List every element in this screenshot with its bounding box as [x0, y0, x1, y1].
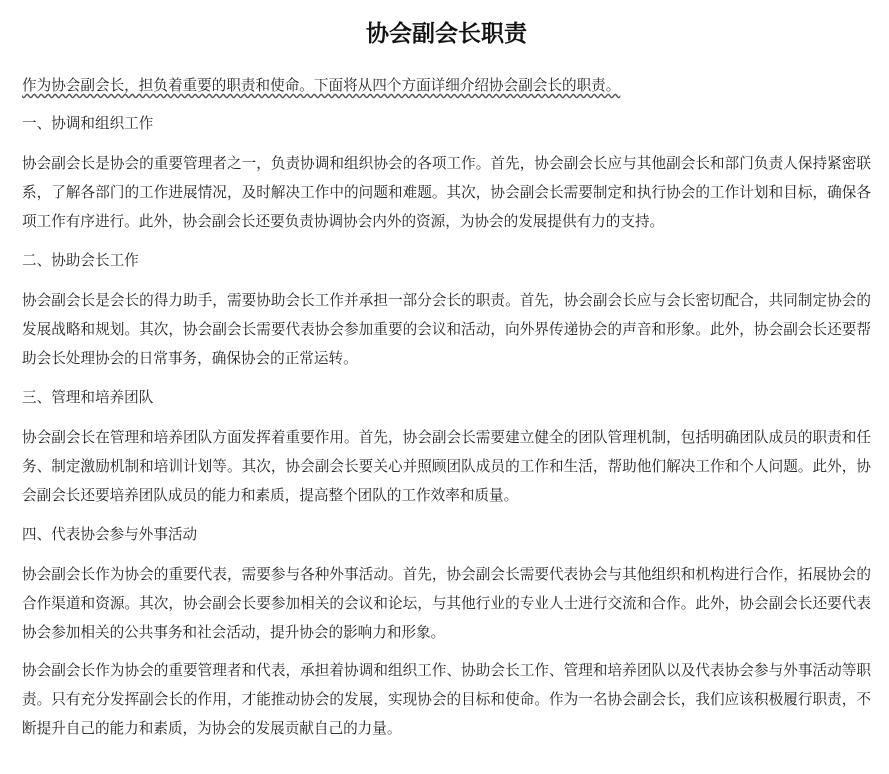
section-body-coordination: 协会副会长是协会的重要管理者之一，负责协调和组织协会的各项工作。首先，协会副会长应与其他副会长和部门负责人保持紧密联系，了解各部门的工作进展情况，及时解决工作中的问题和难题。其次，协会副会长需要制定和执行协会的工作计划和目标，确保各项工作有序进行。此外，协会副会长还要负责协调协会内外的资源，为协会的发展提供有力的支持。: [22, 155, 871, 230]
page-title: 协会副会长职责: [366, 21, 527, 47]
section-heading-coordination: 一、协调和组织工作: [22, 115, 154, 132]
intro-paragraph: 作为协会副会长，担负着重要的职责和使命。下面将从四个方面详细介绍协会副会长的职责。: [22, 77, 621, 94]
section-heading-assist-president: 二、协助会长工作: [22, 252, 139, 269]
section-heading-external-affairs: 四、代表协会参与外事活动: [22, 526, 198, 543]
section-body-external-affairs: 协会副会长作为协会的重要代表，需要参与各种外事活动。首先，协会副会长需要代表协会与其他组织和机构进行合作，拓展协会的合作渠道和资源。其次，协会副会长要参加相关的会议和论坛，与其他行业的专业人士进行交流和合作。此外，协会副会长还要代表协会参加相关的公共事务和社会活动，提升协会的影响力和形象。: [22, 566, 871, 641]
section-heading-team-management: 三、管理和培养团队: [22, 389, 154, 406]
section-body-team-management: 协会副会长在管理和培养团队方面发挥着重要作用。首先，协会副会长需要建立健全的团队管理机制，包括明确团队成员的职责和任务、制定激励机制和培训计划等。其次，协会副会长要关心并照顾团队成员的工作和生活，帮助他们解决工作和个人问题。此外，协会副会长还要培养团队成员的能力和素质，提高整个团队的工作效率和质量。: [22, 429, 871, 504]
closing-paragraph: 协会副会长作为协会的重要管理者和代表，承担着协调和组织工作、协助会长工作、管理和培养团队以及代表协会参与外事活动等职责。只有充分发挥副会长的作用，才能推动协会的发展，实现协会的目标和使命。作为一名协会副会长，我们应该积极履行职责，不断提升自己的能力和素质，为协会的发展贡献自己的力量。: [22, 662, 871, 737]
section-body-assist-president: 协会副会长是会长的得力助手，需要协助会长工作并承担一部分会长的职责。首先，协会副会长应与会长密切配合，共同制定协会的发展战略和规划。其次，协会副会长需要代表协会参加重要的会议和活动，向外界传递协会的声音和形象。此外，协会副会长还要帮助会长处理协会的日常事务，确保协会的正常运转。: [22, 292, 871, 367]
